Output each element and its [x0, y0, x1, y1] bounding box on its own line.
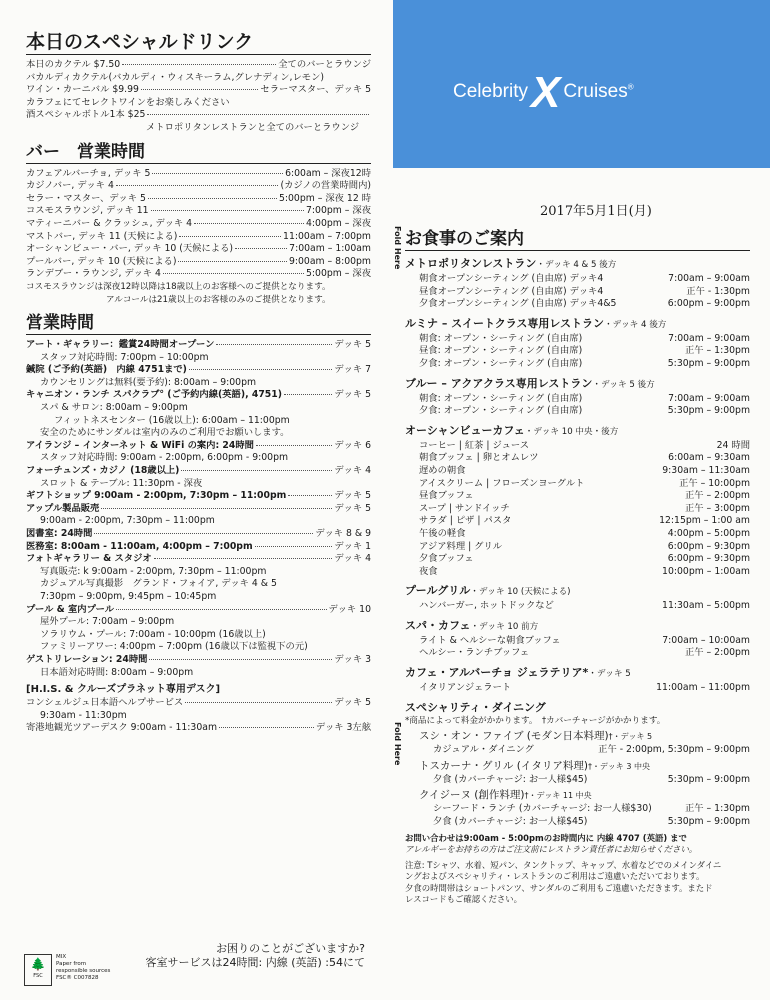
drinks-title: 本日のスペシャルドリンク [26, 30, 371, 55]
drink-item [26, 59, 371, 72]
venue-row-label: コーヒー | 紅茶 | ジュース [419, 439, 530, 451]
bar-item [26, 193, 371, 206]
venue-row-time: 正午 – 10:00pm [679, 477, 750, 489]
drink-desc: バカルディカクテル(バカルディ・ウィスキーラム,グレナディン,レモン) [26, 71, 325, 83]
hours-item-value: デッキ 8 & 9 [315, 528, 371, 539]
hours-item-value: デッキ 6 [334, 439, 371, 451]
hours-item-label: プール & 室内プール [26, 603, 115, 615]
venue-row [405, 503, 750, 516]
venue-row-label: ライト & ヘルシーな朝食ブッフェ [419, 634, 561, 646]
fold-here-bottom: Fold Here [393, 722, 402, 766]
venue-title: ブルー – アクアクラス専用レストラン [405, 376, 593, 390]
specialty-row-label: カジュアル・ダイニング [433, 744, 534, 756]
venue-name [405, 583, 750, 600]
specialty-row-time: 5:30pm – 9:00pm [667, 816, 750, 828]
venue-row [405, 515, 750, 528]
tour-row: 寄港地観光ツアーデスク 9:00am - 11:30am デッキ 3左舷 [26, 722, 371, 734]
hours-detail: カウンセリングは無料(要予約): 8:00am – 9:00pm [40, 376, 257, 388]
hours-item-label: キャニオン・ランチ スパクラブ° (ご予約内線(英語), 4751) [26, 389, 282, 401]
hours-detail: ソラリウム・プール: 7:00am - 10:00pm (16歳以上) [40, 628, 266, 640]
venue-row-label: 朝食: オープン・シーティング (自由席) [419, 332, 583, 344]
bar-item [26, 218, 371, 231]
bars-note-2: アルコールは21歳以上のお客様のみのご提供となります。 [106, 294, 331, 305]
venue-sub: ・デッキ 10 前方 [470, 621, 539, 632]
hours-item-label: アップル製品販売 [26, 502, 100, 514]
venue-row-label: 昼食ブッフェ [419, 490, 474, 502]
hours-item-label: フォトギャラリー & スタジオ [26, 553, 152, 565]
hours-detail: スタッフ対応時間: 7:00pm – 10:00pm [40, 351, 209, 363]
venue-title: オーシャンビューカフェ [405, 423, 525, 437]
bar-item-value: 4:00pm – 深夜 [306, 217, 371, 229]
venue-row-label: サラダ | ピザ | パスタ [419, 515, 512, 527]
venue-row-label: 昼食オープンシーティング (自由席) デッキ4 [419, 285, 604, 297]
hours-item-value: デッキ 7 [334, 364, 371, 376]
venue-row [405, 405, 750, 418]
hours-item-label: アイランジ – インターネット & WiFi の案内: 24時間 [26, 439, 254, 451]
venue-row-time: 12:15pm – 1:00 am [659, 515, 750, 527]
hours-item [26, 364, 371, 377]
venue-title: メトロポリタンレストラン [405, 257, 537, 270]
venue-row [405, 635, 750, 648]
specialty-name [405, 788, 750, 803]
bar-item-label: プールバー, デッキ 10 (天候による) [26, 255, 177, 267]
hours-title: 営業時間 [26, 312, 371, 335]
bar-item-label: マストバー, デッキ 11 (天候による) [26, 230, 178, 242]
venue-row-time: 7:00am – 9:00am [668, 273, 750, 284]
dress-caution-2: ングおよびスペシャリティ・レストランのご利用はご遠慮いただいております。 [405, 871, 705, 882]
venue-sub: ・デッキ 10 (天候による) [470, 587, 571, 598]
hours-item [26, 541, 371, 554]
hours-detail: 安全のためにサンダルは室内のみのご利用でお願いします。 [40, 427, 290, 439]
drink-item-label: ワイン・カーニバル $9.99 [26, 84, 139, 96]
hours-item-value: デッキ 4 [334, 465, 371, 477]
concierge-hours: 9:30am - 11:30pm [40, 709, 127, 721]
footer-help: お困りのことがございますか? 客室サービスは24時間: 内線 (英語) :54にて [145, 942, 365, 969]
venue-row-time: 6:00pm – 9:30pm [667, 540, 750, 552]
dress-caution-1: 注意: Tシャツ、水着、短パン、タンクトップ、キャップ、水着などでのメインダイニ [405, 859, 722, 870]
bar-item-value: 9:00am – 8:00pm [288, 255, 371, 267]
hours-detail: 9:00am - 2:00pm, 7:30pm – 11:00pm [40, 515, 215, 527]
venue-row [405, 682, 750, 695]
venue-row-time: 9:30am – 11:30am [662, 464, 750, 476]
hours-item-value: デッキ 10 [328, 603, 371, 615]
venue-row [405, 490, 750, 503]
venue-row-time: 正午 – 2:00pm [685, 647, 750, 659]
specialty-name [405, 759, 750, 774]
hours-detail: 7:30pm – 9:00pm, 9:45pm – 10:45pm [40, 590, 217, 602]
venue-row-label: 朝食オープンシーティング (自由席) デッキ4 [419, 273, 604, 284]
venue-row-time: 11:00am – 11:00pm [656, 682, 750, 694]
bar-item [26, 231, 371, 244]
venue-sub: ・デッキ 4 後方 [604, 319, 667, 330]
brand-header [393, 0, 770, 168]
bar-item-value: 6:00am – 深夜12時 [285, 167, 371, 179]
venue-name [405, 316, 750, 333]
specialty-row [405, 816, 750, 829]
contact-info: お問い合わせは9:00am - 5:00pmのお時間内に 内線 4707 (英語) まで [405, 832, 687, 843]
specialty-list [405, 729, 750, 828]
drink-item [26, 84, 371, 97]
drink-desc: メトロポリタンレストランと全てのバーとラウンジ [146, 121, 360, 133]
venue-sub: ・デッキ 10 中央・後方 [524, 426, 619, 437]
hours-item [26, 440, 371, 453]
left-column [26, 30, 371, 735]
concierge-row: コンシェルジュ日本語ヘルプサービス デッキ 5 [26, 697, 371, 709]
venue-row-time: 正午 - 1:30pm [686, 285, 750, 297]
venue-row [405, 358, 750, 371]
dress-caution-3: 夕食の時間帯はショートパンツ、サンダルのご利用もご遠慮いただきます。またド [405, 882, 713, 893]
hours-detail: カジュアル写真撮影 グランド・フォイア, デッキ 4 & 5 [40, 578, 277, 590]
venue-row-time: 正午 – 2:00pm [685, 490, 750, 502]
venue-row [405, 647, 750, 660]
venue-row-time: 4:00pm – 5:00pm [667, 527, 750, 539]
venue-row [405, 393, 750, 406]
bar-item-value: 5:00pm – 深夜 [306, 268, 371, 280]
drinks-list [26, 59, 371, 135]
specialty-sub: †・デッキ 3 中央 [587, 761, 650, 771]
specialty-row [405, 744, 750, 757]
bar-item-label: ランデブー・ラウンジ, デッキ 4 [26, 268, 161, 280]
venue-sub: ・デッキ 5 後方 [592, 379, 655, 390]
bars-title: バー 営業時間 [26, 141, 371, 164]
venue-row-time: 正午 – 1:30pm [685, 345, 750, 357]
specialty-row [405, 803, 750, 816]
hours-item [26, 389, 371, 402]
hours-item [26, 503, 371, 516]
hours-item [26, 654, 371, 667]
venue-row-time: 7:00am – 9:00am [668, 392, 750, 404]
hours-item-label: フォーチュンズ・カジノ (18歳以上) [26, 465, 180, 477]
specialty-title: トスカーナ・グリル (イタリア料理) [419, 759, 588, 772]
hours-item [26, 604, 371, 617]
dining-title: お食事のご案内 [405, 228, 750, 251]
bar-item [26, 168, 371, 181]
bar-item [26, 180, 371, 193]
venue-title: プールグリル [405, 584, 471, 598]
fold-here-top: Fold Here [393, 226, 402, 270]
venue-row-time: 7:00am – 10:00am [662, 634, 750, 646]
specialty-name [405, 729, 750, 744]
venue-row-label: 午後の軽食 [419, 527, 466, 539]
hours-item-value: デッキ 3 [334, 653, 371, 665]
bar-item-label: マティーニバー & クラッシュ, デッキ 4 [26, 217, 193, 229]
specialty-row-time: 正午 - 2:00pm, 5:30pm – 9:00pm [598, 744, 750, 756]
fsc-label: MIX Paper from responsible sources FSC® C007828 [56, 954, 111, 981]
hours-detail: ファミリーアワー: 4:00pm – 7:00pm (16歳以下は監視下の元) [40, 641, 308, 653]
venue-row [405, 528, 750, 541]
specialty-sub: †・デッキ 11 中央 [524, 791, 592, 801]
bar-item-label: カジノバー, デッキ 4 [26, 180, 114, 192]
hours-item-value: デッキ 1 [334, 540, 371, 552]
hours-detail: スパ & サロン: 8:00am – 9:00pm [40, 402, 188, 414]
bar-item [26, 243, 371, 256]
venue-row-label: 夜食 [419, 565, 438, 577]
bars-list [26, 168, 371, 281]
drink-item-value: 全てのバーとラウンジ [278, 59, 371, 70]
bar-item [26, 256, 371, 269]
bar-item-value: 11:00am – 7:00pm [283, 230, 371, 242]
venue-name [405, 618, 750, 635]
fsc-logo: 🌲 FSC [24, 954, 52, 986]
bar-item [26, 205, 371, 218]
specialty-row-time: 5:30pm – 9:00pm [667, 773, 750, 785]
hours-item-value: デッキ 5 [334, 389, 371, 401]
venue-row-time: 5:30pm – 9:00pm [667, 357, 750, 369]
venue-title: カフェ・アルバーチョ ジェラテリア* [405, 666, 589, 680]
dress-caution-4: レスコードもご確認ください。 [405, 894, 522, 905]
venue-row-label: 朝食ブッフェ | 卵とオムレツ [419, 452, 539, 464]
hours-item [26, 553, 371, 566]
bar-item-label: オーシャンビュー・バー, デッキ 10 (天候による) [26, 243, 233, 255]
venue-row [405, 440, 750, 453]
venue-row-time: 正午 – 3:00pm [685, 502, 750, 514]
hours-detail: スタッフ対応時間: 9:00am - 2:00pm, 6:00pm - 9:00pm [40, 452, 289, 464]
bar-item-value: (カジノの営業時間内) [280, 180, 371, 192]
venue-row-label: 夕食: オープン・シーティング (自由席) [419, 405, 583, 417]
venue-title: スパ・カフェ [405, 618, 471, 632]
hours-item-label: アート・ギャラリー：鑑賞24時間オープーン [26, 339, 215, 351]
hours-item-value: デッキ 5 [334, 339, 371, 351]
venue-row-time: 7:00am – 9:00am [668, 332, 750, 344]
hours-item [26, 490, 371, 503]
venue-row [405, 286, 750, 299]
bar-item-value: 7:00pm – 深夜 [306, 205, 371, 217]
venue-row-label: 夕食: オープン・シーティング (自由席) [419, 357, 583, 369]
specialty-row [405, 774, 750, 787]
hours-item [26, 528, 371, 541]
hours-detail: 日本語対応時間: 8:00am – 9:00pm [40, 666, 194, 678]
venue-row [405, 273, 750, 286]
venue-row-label: イタリアンジェラート [419, 682, 512, 694]
venue-row [405, 465, 750, 478]
venue-row [405, 566, 750, 579]
specialty-title: クイジーヌ (創作料理) [419, 789, 525, 802]
venue-row [405, 333, 750, 346]
venue-row [405, 345, 750, 358]
hours-detail: スロット & テーブル: 11:30pm - 深夜 [40, 477, 203, 489]
hours-detail: 写真販売: k 9:00am - 2:00pm, 7:30pm – 11:00pm [40, 565, 267, 577]
venue-name [405, 256, 750, 273]
drink-item-label: 酒スペシャルボトル1本 $25 [26, 109, 146, 121]
venue-row-label: 夕食オープンシーティング (自由席) デッキ4&5 [419, 298, 617, 310]
specialty-row-label: 夕食 (カバーチャージ: お一人様$45) [433, 816, 588, 828]
hours-item-value: デッキ 4 [334, 553, 371, 565]
specialty-title: スペシャリティ・ダイニング [405, 700, 546, 714]
bar-item-label: コスモスラウンジ, デッキ 11 [26, 205, 149, 217]
his-title: [H.I.S. & クルーズプラネット専用デスク] [26, 684, 221, 696]
venue-row [405, 553, 750, 566]
bar-item-value: 5:00pm – 深夜 12 時 [278, 192, 371, 204]
right-column [405, 180, 750, 906]
specialty-title: スシ・オン・ファイブ (モダン日本料理) [419, 730, 609, 743]
hours-item-label: 鍼院 (ご予約(英語) 内線 4751まで) [26, 364, 187, 376]
venue-row-time: 10:00pm – 1:00am [662, 565, 750, 577]
bar-item-value: 7:00am – 1:00am [289, 243, 371, 255]
venue-row-label: スープ | サンドイッチ [419, 502, 510, 514]
hours-item-label: 図書室: 24時間 [26, 528, 93, 539]
hours-item-label: 医務室: 8:00am - 11:00am, 4:00pm – 7:00pm [26, 540, 253, 552]
bar-item-label: カフェアルバーチョ, デッキ 5 [26, 167, 151, 179]
venue-title: ルミナ – スイートクラス専用レストラン [405, 316, 605, 330]
venue-row [405, 541, 750, 554]
allergy-note: アレルギーをお持ちの方はご注文前にレストラン責任者にお知らせください。 [405, 844, 698, 855]
hours-detail: 屋外プール: 7:00am – 9:00pm [40, 616, 175, 628]
hours-list [26, 339, 371, 679]
specialty-row-time: 正午 – 1:30pm [685, 803, 750, 815]
drink-item-value: セラーマスター、デッキ 5 [260, 84, 371, 96]
hours-detail: フィットネスセンター (16歳以上): 6:00am – 11:00pm [54, 414, 290, 426]
venue-row [405, 478, 750, 491]
venue-row-time: 6:00pm – 9:30pm [667, 553, 750, 565]
bars-note-1: コスモスラウンジは深夜12時以降は18歳以上のお客様へのご提供となります。 [26, 281, 331, 292]
celebrity-cruises-logo: CelebrityX Cruises® [453, 68, 634, 117]
venue-row-label: 遅めの朝食 [419, 464, 466, 476]
venue-row-label: 朝食: オープン・シーティング (自由席) [419, 392, 583, 404]
venue-sub: ・デッキ 5 [588, 669, 631, 680]
date: 2017年5月1日(月) [540, 204, 652, 219]
hours-item-label: ゲストリレーション: 24時間 [26, 653, 148, 665]
drink-item-label: 本日のカクテル $7.50 [26, 59, 121, 70]
venue-sub: ・デッキ 4 & 5 後方 [536, 260, 617, 270]
venue-row [405, 298, 750, 311]
specialty-row-label: シーフード・ランチ (カバーチャージ: お一人様$30) [433, 803, 652, 815]
venue-row-label: 昼食: オープン・シーティング (自由席) [419, 345, 583, 357]
hours-item-value: デッキ 5 [334, 502, 371, 514]
bar-item [26, 268, 371, 281]
hours-item-label: ギフトショップ 9:00am - 2:00pm, 7:30pm – 11:00pm [26, 490, 287, 502]
venue-row-time: 6:00am – 9:30am [668, 452, 750, 464]
venue-row-label: アジア料理 | グリル [419, 540, 503, 552]
specialty-row-label: 夕食 (カバーチャージ: お一人様$45) [433, 773, 588, 785]
venue-row [405, 452, 750, 465]
venue-name [405, 665, 750, 682]
hours-item [26, 465, 371, 478]
venue-row [405, 600, 750, 613]
venue-name [405, 376, 750, 393]
specialty-sub: †・デッキ 5 [608, 732, 653, 742]
bar-item-label: セラー・マスター、デッキ 5 [26, 192, 146, 204]
venue-row-time: 5:30pm – 9:00pm [667, 405, 750, 417]
drink-desc: カラフェにてセレクトワインをお楽しみください [26, 96, 230, 108]
hours-item-value: デッキ 5 [334, 490, 371, 502]
specialty-notes: *商品によって料金がかかります。 †カバーチャージがかかります。 [405, 715, 666, 726]
dining-venues [405, 256, 750, 695]
venue-row-label: ハンバーガー, ホットドックなど [419, 600, 554, 612]
venue-name [405, 423, 750, 440]
drink-item [26, 109, 371, 122]
hours-item [26, 339, 371, 352]
venue-row-label: ヘルシー・ランチブッフェ [419, 647, 530, 659]
venue-row-label: 夕食ブッフェ [419, 553, 474, 565]
venue-row-time: 6:00pm – 9:00pm [667, 298, 750, 310]
venue-row-label: アイスクリーム | フローズンヨーグルト [419, 477, 585, 489]
venue-row-time: 11:30am – 5:00pm [662, 600, 750, 612]
venue-row-time: 24 時間 [716, 439, 750, 451]
